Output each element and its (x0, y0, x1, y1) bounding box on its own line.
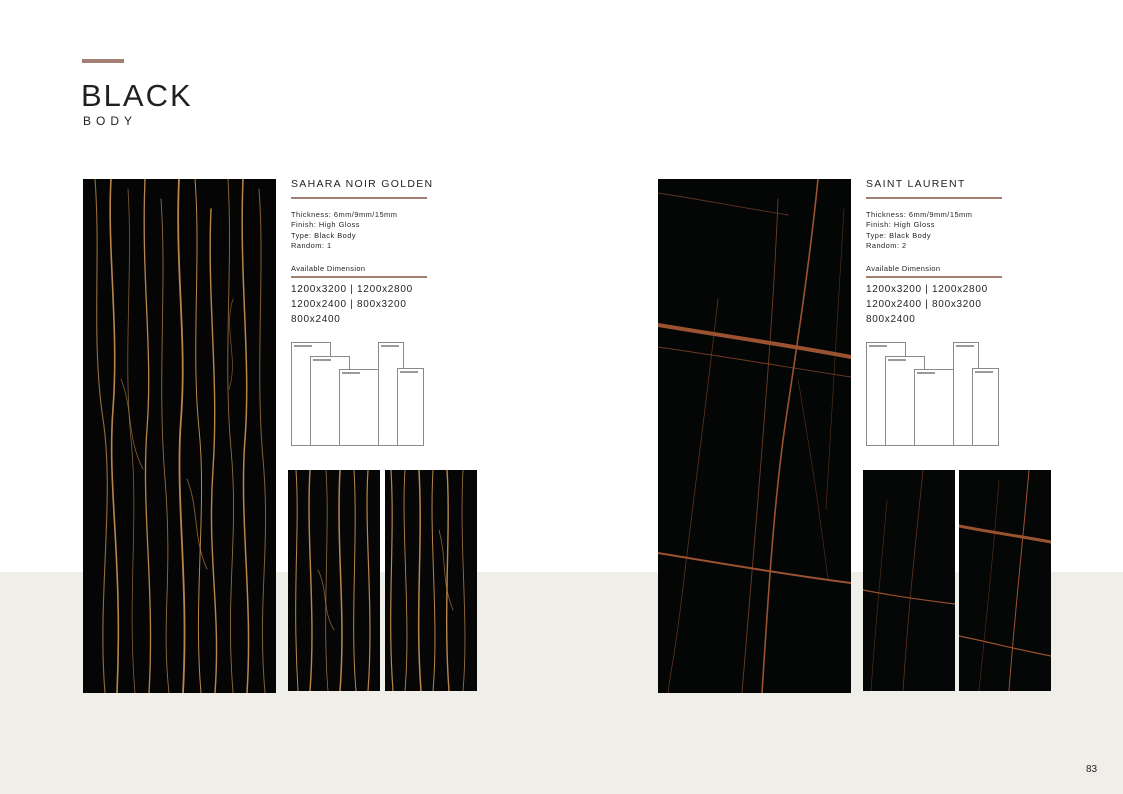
type-text: Type: Black Body (291, 230, 357, 240)
type-text: Type: Black Body (866, 230, 932, 240)
sahara-noir-tile-image-2 (385, 470, 477, 691)
product-name: SAHARA NOIR GOLDEN (291, 178, 434, 190)
sahara-noir-main-slab-image (83, 179, 276, 693)
product-properties (866, 210, 1006, 252)
sahara-noir-tile-image-1 (288, 470, 380, 691)
page-title: BLACK (81, 78, 193, 113)
finish-text: Finish: High Gloss (866, 220, 935, 230)
available-dimension-label: Available Dimension (291, 263, 366, 273)
dimension-line: 1200x3200 | 1200x2800 (866, 283, 988, 295)
saint-laurent-main-slab-image (658, 179, 851, 693)
dimension-line: 1200x3200 | 1200x2800 (291, 283, 413, 295)
size-box-800x2400 (397, 368, 424, 446)
page-subtitle: BODY (83, 114, 138, 128)
saint-laurent-tile-image-1 (863, 470, 955, 691)
product-properties (291, 210, 431, 252)
saint-laurent-size-diagram (866, 340, 1002, 446)
size-box-1200x3200 (914, 369, 955, 446)
available-dimension-label: Available Dimension (866, 263, 941, 273)
dimension-line: 800x2400 (291, 313, 341, 325)
size-box-1200x3200 (339, 369, 380, 446)
dimension-line: 800x2400 (866, 313, 916, 325)
dimension-line: 1200x2400 | 800x3200 (291, 298, 407, 310)
product-name-rule (291, 197, 427, 199)
sahara-noir-size-diagram (291, 340, 427, 446)
sahara-noir-spec-block (291, 178, 434, 327)
available-dimension-rule (866, 276, 1002, 278)
saint-laurent-tile-image-2 (959, 470, 1051, 691)
thickness-text: Thickness: 6mm/9mm/15mm (866, 210, 973, 219)
dimension-line: 1200x2400 | 800x3200 (866, 298, 982, 310)
finish-text: Finish: High Gloss (291, 220, 360, 230)
random-text: Random: 1 (291, 241, 332, 251)
dimension-list (291, 282, 431, 327)
page-number: 83 (1086, 764, 1098, 775)
available-dimension-rule (291, 276, 427, 278)
dimension-list (866, 282, 1006, 327)
title-accent-bar (82, 59, 124, 63)
size-box-800x2400 (972, 368, 999, 446)
saint-laurent-spec-block (866, 178, 1006, 327)
product-name: SAINT LAURENT (866, 178, 966, 190)
product-name-rule (866, 197, 1002, 199)
random-text: Random: 2 (866, 241, 907, 251)
thickness-text: Thickness: 6mm/9mm/15mm (291, 210, 398, 219)
